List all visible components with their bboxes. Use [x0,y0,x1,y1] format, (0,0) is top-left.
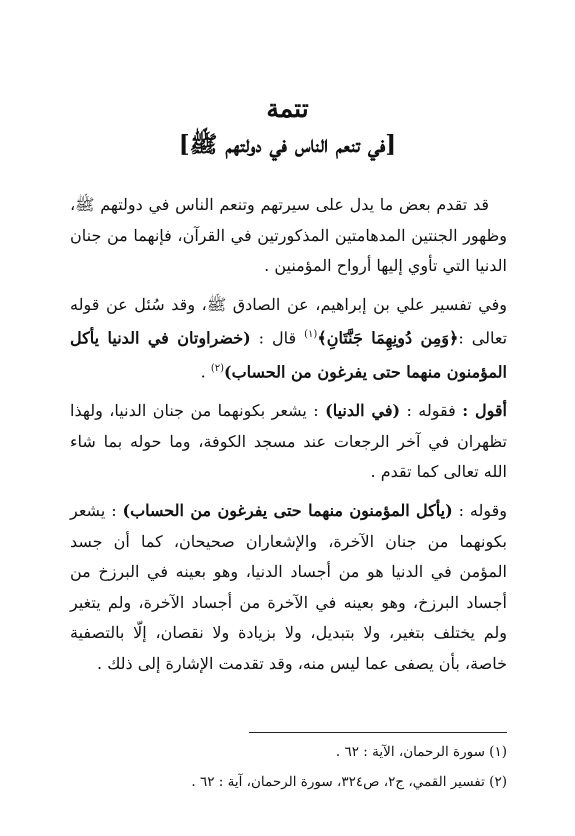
footnote-ref-2: (٢) [210,363,224,375]
paragraph-4 [70,496,507,680]
p2-end: . [200,362,211,382]
quran-verse: ﴿وَمِن دُونِهِمَا جَنَّتَانِ﴾ [317,328,459,348]
p4-lead: وقوله : [452,501,508,520]
p3-mid: فقوله : [400,401,463,421]
p3-rest: : يشعر بكونهما من جنان الدنيا، ولهذا تظهران في آخر الرجعات عند مسجد الكوفة، وما حوله بما شاء الله تعالى كما تقدم . [70,401,507,482]
footnote-ref-1: (١) [304,329,318,341]
p2-intro: وفي تفسير علي بن إبراهيم، عن الصادق ﷺ، وقد سُئل عن قوله تعالى : [70,294,508,348]
p4-rest: : يشعر بكونهما من جنان الآخرة، والإشعاران صحيحان، كما أن جسد المؤمن في الدنيا هو من أجساد الدنيا، وهو بعينه في البرزخ من أجساد البرزخ، وهو بعينه في الآخرة من أجساد الآخرة، ولم يتغير ولم يختلف بتغير، ولا بتبديل، ولا بزيادة ولا نقصان، إلّا بالتصفية خاصة، بأن يصفى عما ليس منه، وقد تقدمت الإشارة إلى ذلك . [70,501,507,673]
paragraph-1: قد تقدم بعض ما يدل على سيرتهم وتنعم الناس في دولتهم ﷺ، وظهور الجنتين المدهامتين المذكورتين في القرآن، فإنهما من جنان الدنيا التي تأوي إليها أرواح المؤمنين . [70,195,507,276]
footnote-divider [249,732,507,733]
p3-lead: أقول : [462,401,507,421]
body-text [70,190,507,688]
p4-quote: (يأكل المؤمنون منهما حتى يفرغون من الحساب) [122,501,453,520]
section-title: تتمة [266,94,309,123]
footnote-2: (٢) تفسير القمي، ج٢، ص٣٢٤، سورة الرحمان، آية : ٦٢ . [191,774,507,790]
section-subtitle: [في تنعم الناس في دولتهم ﷺ] [178,131,397,158]
p2-said: قال : [250,328,305,348]
footnotes [70,737,507,797]
hadith-quote: (خضراوتان في الدنيا يأكل المؤمنون منهما حتى يفرغون من الحساب) [70,328,507,382]
footnote-1: (١) سورة الرحمان، الآية : ٦٢ . [335,744,507,760]
p3-quote: (في الدنيا) [325,401,401,421]
paragraph-2 [70,290,507,388]
paragraph-3 [70,396,507,488]
